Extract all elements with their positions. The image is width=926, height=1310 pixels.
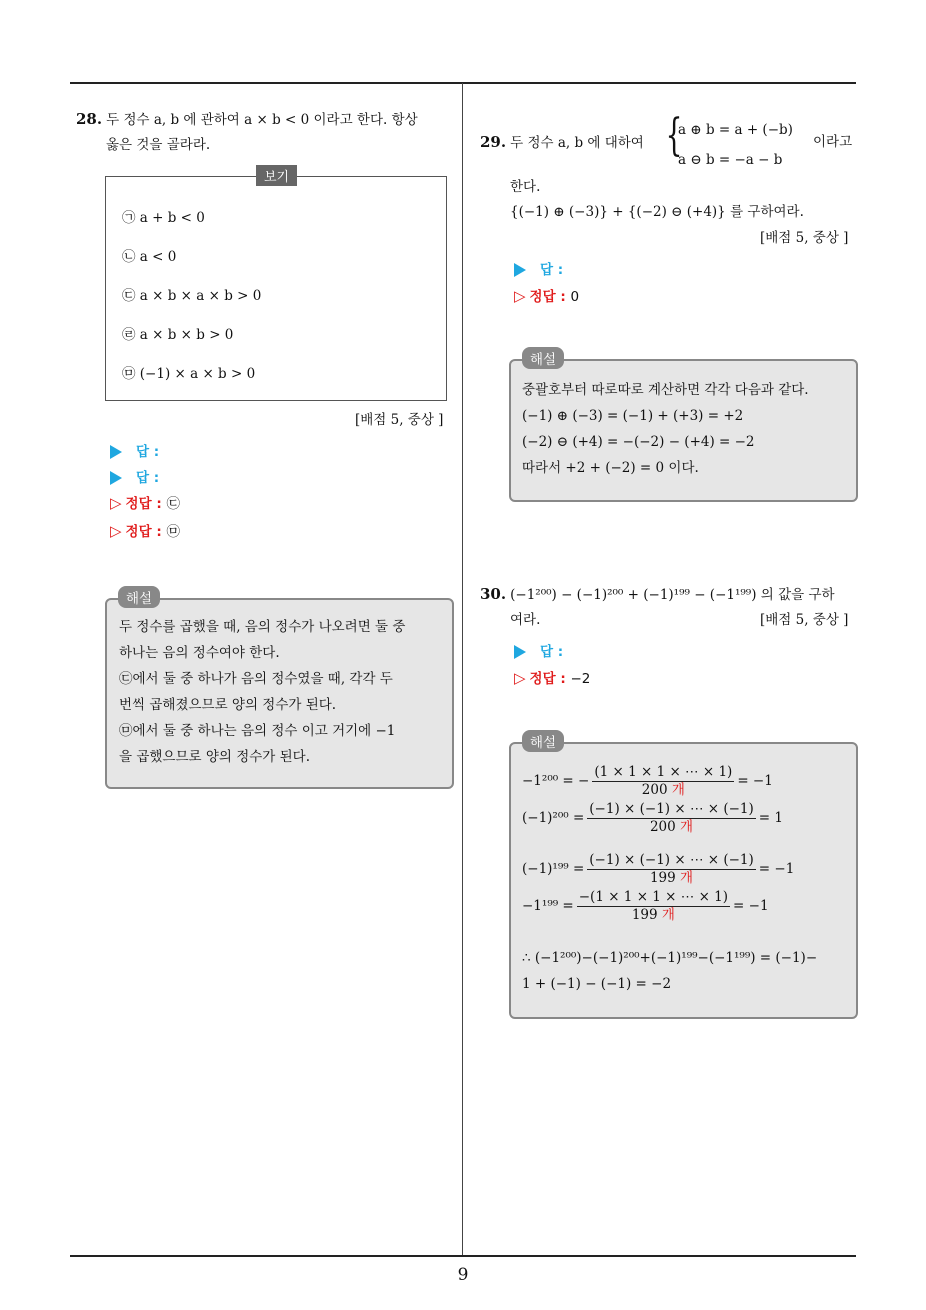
q30-eq1-lhs: −1²⁰⁰ = − xyxy=(522,773,590,789)
column-divider xyxy=(462,83,463,1256)
q30-eq1-gae: 개 xyxy=(671,782,685,798)
q30-eq3-num: (−1) × (−1) × ⋯ × (−1) xyxy=(589,852,754,868)
q29-answer-row xyxy=(514,258,563,278)
q28-correct-row-1 xyxy=(110,492,180,512)
q29-line1 xyxy=(480,132,644,153)
q30-eq4-den: 199 xyxy=(631,907,658,923)
q30-eq4-lhs: −1¹⁹⁹ = xyxy=(522,898,574,914)
q29-correct-value: 0 xyxy=(570,289,580,305)
triangle-outline-icon: ▷ xyxy=(110,522,122,540)
q28-hae-line-4: 번씩 곱해졌으므로 양의 정수가 된다. xyxy=(119,697,337,713)
q29-number: 29. xyxy=(480,133,507,151)
q30-eq2-gae: 개 xyxy=(680,819,694,835)
q30-haeseol-label: 해설 xyxy=(522,730,564,752)
q28-correct-value-1: ㉢ xyxy=(166,496,180,512)
q29-correct-row xyxy=(514,285,579,305)
top-rule xyxy=(70,82,856,84)
q30-eq3-den: 199 xyxy=(649,870,676,886)
q30-eq2-rhs: = 1 xyxy=(758,810,783,826)
q28-correct-value-2: ㉤ xyxy=(166,524,180,540)
q28-answer-label-1: 답 : xyxy=(136,444,160,460)
q28-correct-label-1: 정답 : xyxy=(125,496,162,512)
q30-conclusion-line2: 1 + (−1) − (−1) = −2 xyxy=(522,976,672,992)
q29-text-post: 이라고 xyxy=(813,134,853,150)
q29-score: [배점 5, 중상 ] xyxy=(760,230,849,246)
q30-eq2-num: (−1) × (−1) × ⋯ × (−1) xyxy=(589,801,754,817)
q30-correct-row xyxy=(514,667,590,687)
q30-eq4-fraction xyxy=(577,889,730,924)
q28-option-3: ㉢ a × b × a × b > 0 xyxy=(122,288,262,304)
q28-bogi-label: 보기 xyxy=(256,165,297,186)
q28-hae-line-1: 두 정수를 곱했을 때, 음의 정수가 나오려면 둘 중 xyxy=(119,619,406,635)
q30-eq1-fraction xyxy=(592,764,734,799)
q29-hae-line-2: (−1) ⊕ (−3) = (−1) + (+3) = +2 xyxy=(522,408,744,424)
q30-correct-value: −2 xyxy=(570,671,591,687)
q28-option-1: ㉠ a + b < 0 xyxy=(122,210,205,226)
q30-eq1-rhs: = −1 xyxy=(737,773,773,789)
q30-correct-label: 정답 : xyxy=(529,671,566,687)
q30-eq4-num: −(1 × 1 × 1 × ⋯ × 1) xyxy=(578,889,729,905)
q30-conclusion-line1: ∴ (−1²⁰⁰)−(−1)²⁰⁰+(−1)¹⁹⁹−(−1¹⁹⁹) = (−1)− xyxy=(522,950,818,966)
q28-haeseol-label: 해설 xyxy=(118,586,160,608)
play-icon xyxy=(514,645,526,659)
q30-eq1-den: 200 xyxy=(641,782,668,798)
q29-text-pre: 두 정수 a, b 에 대하여 xyxy=(510,135,644,151)
q30-eq2-fraction xyxy=(587,801,756,836)
q30-eq2-den: 200 xyxy=(649,819,676,835)
q29-brace: { xyxy=(665,110,683,161)
q30-text-line2: 여라. xyxy=(510,612,541,628)
q28-hae-line-2: 하나는 음의 정수여야 한다. xyxy=(119,645,280,661)
triangle-outline-icon: ▷ xyxy=(110,494,122,512)
triangle-outline-icon: ▷ xyxy=(514,287,526,305)
q30-eq3 xyxy=(522,851,794,887)
q30-eq3-lhs: (−1)¹⁹⁹ = xyxy=(522,861,585,877)
q30-answer-row xyxy=(514,640,563,660)
q28-text-line1: 두 정수 a, b 에 관하여 a × b < 0 이라고 한다. 항상 xyxy=(106,112,418,128)
q30-number: 30. xyxy=(480,585,507,603)
q30-eq2-lhs: (−1)²⁰⁰ = xyxy=(522,810,585,826)
q29-hae-line-1: 중괄호부터 따로따로 계산하면 각각 다음과 같다. xyxy=(522,382,809,398)
q28-correct-label-2: 정답 : xyxy=(125,524,162,540)
q29-correct-label: 정답 : xyxy=(529,289,566,305)
q29-def1: a ⊕ b = a + (−b) xyxy=(678,122,793,138)
q30-eq4-gae: 개 xyxy=(661,907,675,923)
q28-answer-label-2: 답 : xyxy=(136,470,160,486)
q29-haeseol-label: 해설 xyxy=(522,347,564,369)
bottom-rule xyxy=(70,1255,856,1257)
q28-score: [배점 5, 중상 ] xyxy=(355,412,444,428)
q29-def2: a ⊖ b = −a − b xyxy=(678,152,783,168)
q30-score: [배점 5, 중상 ] xyxy=(760,612,849,628)
q28-answer-row-2 xyxy=(110,466,159,486)
q28-number: 28. xyxy=(76,110,103,128)
q30-eq1-num: (1 × 1 × 1 × ⋯ × 1) xyxy=(594,764,733,780)
q28-option-5: ㉤ (−1) × a × b > 0 xyxy=(122,366,256,382)
page-number: 9 xyxy=(457,1265,469,1285)
q28-hae-line-6: 을 곱했으므로 양의 정수가 된다. xyxy=(119,749,310,765)
q30-eq1 xyxy=(522,763,773,799)
q28-line1 xyxy=(76,109,418,130)
q28-hae-line-3: ㉢에서 둘 중 하나가 음의 정수였을 때, 각각 두 xyxy=(119,671,393,687)
q28-correct-row-2 xyxy=(110,520,180,540)
q30-eq2 xyxy=(522,800,783,836)
play-icon xyxy=(110,471,122,485)
q28-text-line2: 옳은 것을 골라라. xyxy=(106,137,211,153)
q30-eq3-gae: 개 xyxy=(680,870,694,886)
q28-option-2: ㉡ a < 0 xyxy=(122,249,177,265)
q30-line1 xyxy=(480,584,835,605)
q28-answer-row-1 xyxy=(110,440,159,460)
q29-hae-line-4: 따라서 +2 + (−2) = 0 이다. xyxy=(522,460,699,476)
q30-text-line1: (−1²⁰⁰) − (−1)²⁰⁰ + (−1)¹⁹⁹ − (−1¹⁹⁹) 의 값을 구하 xyxy=(510,587,835,603)
q30-eq4 xyxy=(522,888,769,924)
q29-text-line3: {(−1) ⊕ (−3)} + {(−2) ⊖ (+4)} 를 구하여라. xyxy=(510,204,804,220)
play-icon xyxy=(514,263,526,277)
q29-answer-label: 답 : xyxy=(540,262,564,278)
q29-hae-line-3: (−2) ⊖ (+4) = −(−2) − (+4) = −2 xyxy=(522,434,755,450)
q28-option-4: ㉣ a × b × b > 0 xyxy=(122,327,234,343)
q30-eq3-fraction xyxy=(587,852,756,887)
q30-eq4-rhs: = −1 xyxy=(733,898,769,914)
q30-eq3-rhs: = −1 xyxy=(758,861,795,877)
triangle-outline-icon: ▷ xyxy=(514,669,526,687)
q30-answer-label: 답 : xyxy=(540,644,564,660)
q28-hae-line-5: ㉤에서 둘 중 하나는 음의 정수 이고 거기에 −1 xyxy=(119,723,396,739)
play-icon xyxy=(110,445,122,459)
q29-text-line2: 한다. xyxy=(510,179,541,195)
